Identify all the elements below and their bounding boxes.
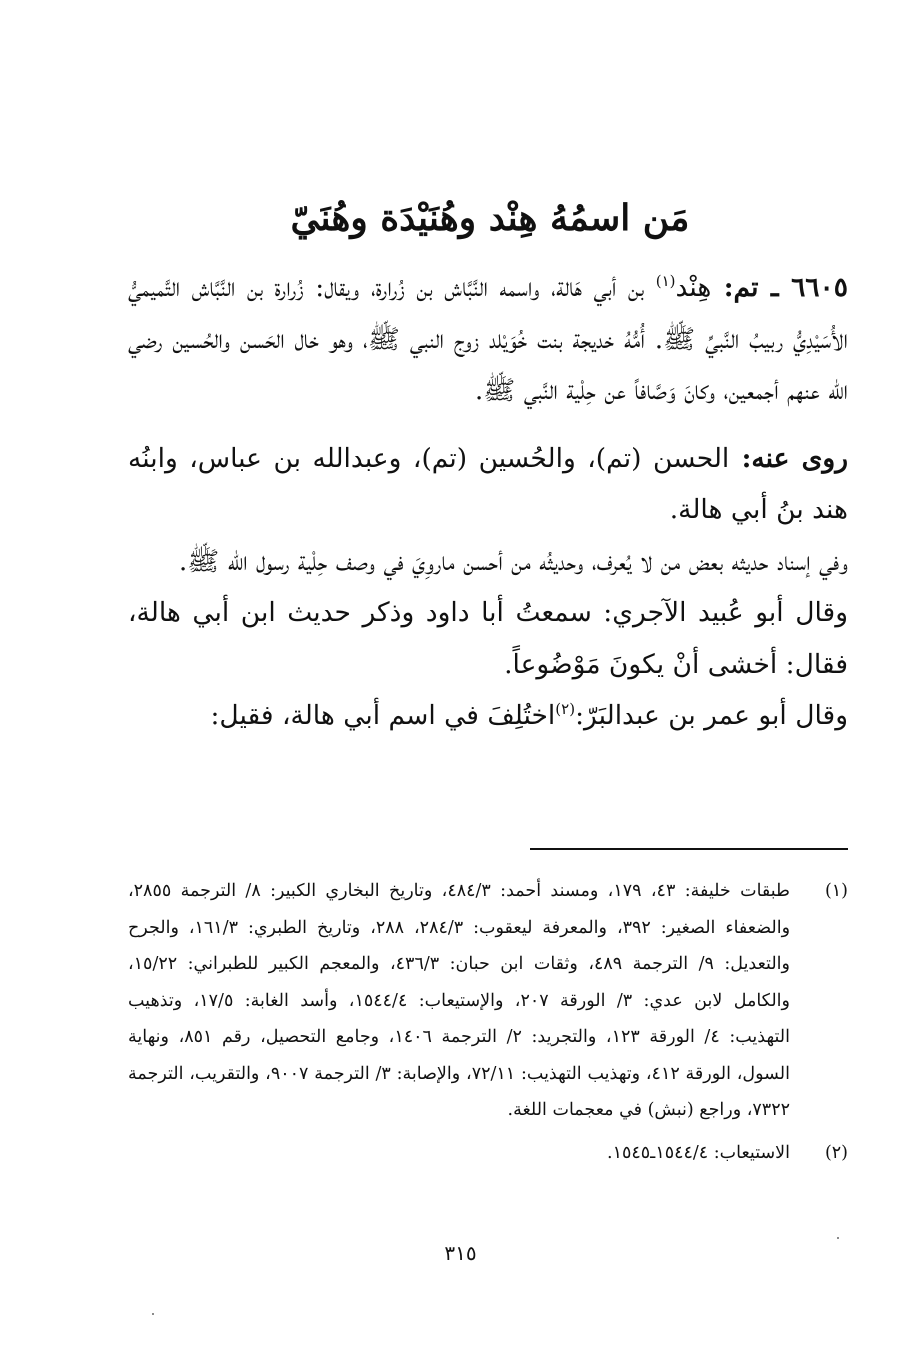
page-number: ٣١٥ [444, 1241, 477, 1265]
footnote-ref-2: (٢) [555, 700, 576, 719]
narrators-paragraph [128, 433, 848, 536]
footnote-divider [530, 848, 848, 850]
paragraph-gap [128, 417, 848, 433]
footnote-mark-2: (٢) [824, 1142, 848, 1163]
footnote-text-2: الاستيعاب: ١٥٤٤/٤ـ١٥٤٥. [606, 1142, 790, 1163]
scan-speck [152, 1313, 154, 1315]
ajurri-paragraph: وقال أبو عُبيد الآجري: سمعتُ أبا داود وذكر حديث ابن أبي هالة، فقال: أخشى أنْ يكونَ مَوْضُوعاً. [128, 597, 848, 680]
section-heading: مَن اسمُهُ هِنْد وهُنَيْدَة وهُنَيّ [290, 197, 690, 239]
narrators-lead: روى عنه: [729, 442, 848, 474]
narrators-text: الحسن (تم)، والحُسين (تم)، وعبدالله بن عباس، وابنُه هند بنُ أبي هالة. [128, 442, 848, 525]
entry-body: بن أبي هَالة، واسمه النَّبَّاش بن زُرارة، ويقال: زُرارة بن النَّبَّاش التَّميميُّ الأُسَيْدِيُّ ربيبُ النَّبيِّ ﷺ. أُمُّهُ خديجة بنت خُوَيْلد زوج النبي ﷺ، وهو خال الحَسن والحُسين رضي الله عنهم أجمعين، وكانَ وَصَّافاً عن حِلْية النَّبي ﷺ. [128, 272, 848, 406]
entry-paragraph [128, 262, 848, 417]
entry-number: ٦٦٠٥ ـ تم: [711, 272, 848, 303]
footnote-2 [128, 1135, 848, 1172]
entry-name: هِنْد [675, 272, 712, 303]
isnad-paragraph: وفي إسناد حديثه بعض من لا يُعرف، وحديثُه من أحسن ماروِيَ في وصف حِلْية رسول الله ﷺ. [178, 545, 848, 577]
ibn-abdulbarr-paragraph [128, 690, 848, 742]
footnote-text-1: طبقات خليفة: ٤٣، ١٧٩، ومسند أحمد: ٤٨٤/٣، وتاريخ البخاري الكبير: ٨/ الترجمة ٢٨٥٥، والضعفاء الصغير: ٣٩٢، والمعرفة ليعقوب: ٢٨٤/٣، ٢٨٨، وتاريخ الطبري: ١٦١/٣، والجرح والتعديل: ٩/ الترجمة ٤٨٩، وثقات ابن حبان: ٤٣٦/٣، والمعجم الكبير للطبراني: ١٥/٢٢، والكامل لابن عدي: ٣/ الورقة ٢٠٧، والإستيعاب: ١٥٤٤/٤، وأسد الغابة: ١٧/٥، وتذهيب التهذيب: ٤/ الورقة ١٢٣، والتجريد: ٢/ الترجمة ١٤٠٦، وجامع التحصيل، رقم ٨٥١، ونهاية السول، الورقة ٤١٢، وتهذيب التهذيب: ٧٢/١١، والإصابة: ٣/ الترجمة ٩٠٠٧، والتقريب، الترجمة ٧٣٢٢، وراجع (نبش) في معجمات اللغة. [128, 881, 791, 1120]
footnotes [128, 873, 848, 1177]
scan-speck [837, 1237, 839, 1239]
ibn-abdulbarr-text: اختُلِفَ في اسم أبي هالة، فقيل: [210, 700, 556, 731]
footnote-mark-1: (١) [824, 881, 848, 901]
main-text [128, 262, 848, 742]
footnote-1 [128, 873, 848, 1129]
ibn-abdulbarr-intro: وقال أبو عمر بن عبدالبَرّ: [575, 700, 848, 731]
footnote-ref-1: (١) [655, 272, 676, 291]
